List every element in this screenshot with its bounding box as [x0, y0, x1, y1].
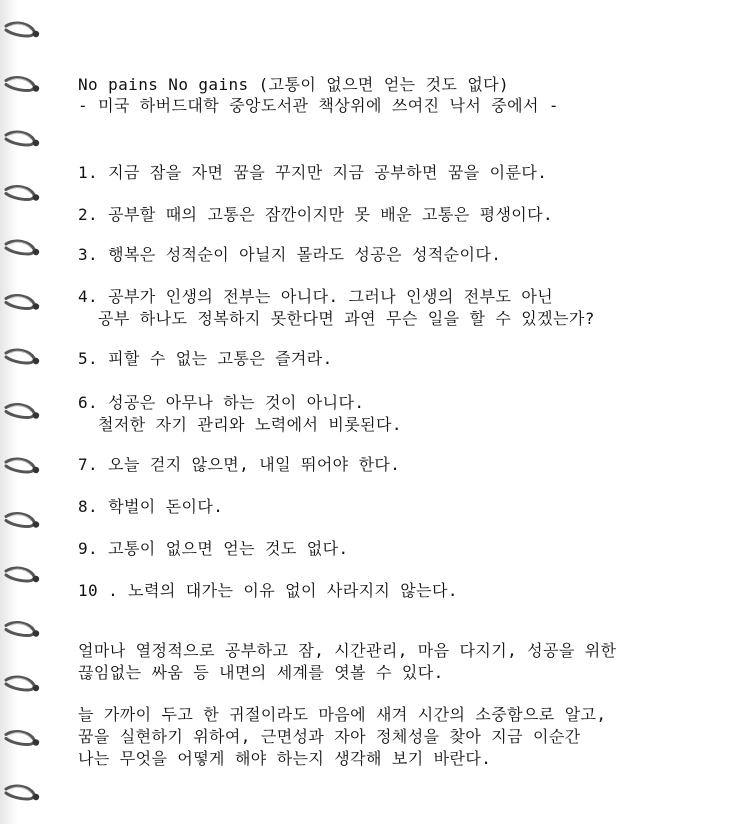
- list-item: [78, 580, 458, 602]
- spiral-binding: [0, 0, 46, 824]
- list-item: [78, 348, 333, 370]
- item-text: 10 . 노력의 대가는 이유 없이 사라지지 않는다.: [78, 581, 458, 600]
- item-text: 8. 학벌이 돈이다.: [78, 497, 224, 516]
- memo-text: [78, 74, 738, 768]
- closing-paragraph: [78, 640, 616, 684]
- item-text: 6. 성공은 아무나 하는 것이 아니다.: [78, 393, 365, 412]
- memo-source-line: - 미국 하버드대학 중앙도서관 책상위에 쓰여진 낙서 중에서 -: [78, 96, 559, 115]
- item-text: 5. 피할 수 없는 고통은 즐겨라.: [78, 349, 333, 368]
- closing-paragraph: [78, 704, 606, 770]
- list-item: [78, 392, 402, 436]
- item-text: 9. 고통이 없으면 얻는 것도 없다.: [78, 539, 349, 558]
- item-text: 4. 공부가 인생의 전부는 아니다. 그러나 인생의 전부도 아닌: [78, 287, 554, 306]
- item-text: 2. 공부할 때의 고통은 잠깐이지만 못 배운 고통은 평생이다.: [78, 205, 554, 224]
- item-text-continued: 공부 하나도 정복하지 못한다면 과연 무슨 일을 할 수 있겠는가?: [98, 309, 595, 328]
- memo-title: No pains No gains (고통이 없으면 얻는 것도 없다): [78, 75, 510, 94]
- item-text: 3. 행복은 성적순이 아닐지 몰라도 성공은 성적순이다.: [78, 245, 502, 264]
- paragraph-line: 꿈을 실현하기 위하여, 근면성과 자아 정체성을 찾아 지금 이순간: [78, 727, 581, 746]
- paragraph-line: 얼마나 열정적으로 공부하고 잠, 시간관리, 마음 다지기, 성공을 위한: [78, 641, 617, 660]
- list-item: [78, 244, 501, 266]
- paragraph-line: 끊임없는 싸움 등 내면의 세계를 엿볼 수 있다.: [78, 663, 444, 682]
- list-item: [78, 204, 553, 226]
- list-item: [78, 538, 349, 560]
- item-text: 1. 지금 잠을 자면 꿈을 꾸지만 지금 공부하면 꿈을 이룬다.: [78, 163, 548, 182]
- item-text: 7. 오늘 걷지 않으면, 내일 뛰어야 한다.: [78, 455, 401, 474]
- item-text-continued: 철저한 자기 관리와 노력에서 비롯된다.: [98, 415, 402, 434]
- paragraph-line: 나는 무엇을 어떻게 해야 하는지 생각해 보기 바란다.: [78, 749, 492, 768]
- paragraph-line: 늘 가까이 두고 한 귀절이라도 마음에 새겨 시간의 소중함으로 알고,: [78, 705, 607, 724]
- list-item: [78, 286, 595, 330]
- list-item: [78, 496, 223, 518]
- list-item: [78, 454, 400, 476]
- list-item: [78, 162, 547, 184]
